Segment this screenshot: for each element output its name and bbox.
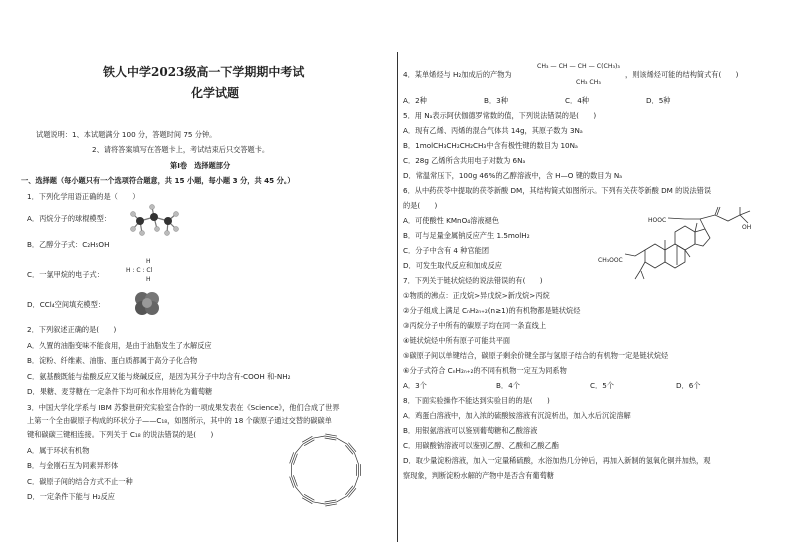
q2-stem: 2．下列叙述正确的是( ) [27,325,117,334]
c18-single-bond-line [296,444,304,453]
section1-title: 一、选择题（每小题只有一个选项符合题意，共 15 小题，每小题 3 分，共 45 分。） [21,176,295,185]
ch3cl-h-bottom: H [146,276,151,283]
q4-stem-tail: ，则该烯烃可能的结构简式有( ) [625,70,739,79]
c18-single-bond-line [354,453,358,464]
q4-formula-bottom: CH₃ CH₃ [576,79,601,86]
q3-line-2: 上第一个全由碳原子构成的环状分子——C₁₈，如图所示，其中的 18 个碳原子通过交替的碳碳单 [27,416,332,425]
q3-option-d: D．一定条件下能与 H₂反应 [27,492,115,501]
c18-triple-bond-line [292,476,296,487]
instructions-line-2: 2、请将答案填写在答题卡上，考试结束后只交答题卡。 [92,145,270,154]
q7-stem: 7．下列关于链状烷烃的说法错误的有( ) [403,276,543,285]
q5-option-b: B．1molCH₃CH₂CH₂CH₃中含有极性键的数目为 10Nₐ [403,141,578,150]
q6-line-1: 6．从中药茯苓中提取的茯苓新酸 DM，其结构简式如图所示。下列有关茯苓新酸 DM 的说法错误 [403,186,712,195]
c18-single-bond-line [313,436,325,438]
c18-single-bond-line [337,496,347,502]
q7-option-a: A．3个 [403,381,427,390]
school-title: 铁人中学2023级高一下学期期中考试 [103,65,305,79]
q2-option-d: D．果糖、麦芽糖在一定条件下均可和水作用转化为葡萄糖 [27,387,213,396]
q4-option-b: B．3种 [484,96,508,105]
c18-triple-bond-line [325,502,337,504]
q8-option-d-line-1: D．取少量淀粉溶液，加入一定量稀硫酸，水浴加热几分钟后，再加入新制的氢氧化铜并加热，观 [403,456,711,465]
dm-oh-label: OH [742,224,752,231]
ch3cl-h-top: H [146,258,151,265]
q4-option-a: A．2种 [403,96,427,105]
c18-triple-bond-line [325,504,337,506]
dm-structure-diagram [600,205,765,285]
propane-ball-stick-model [130,203,180,237]
c18-triple-bond-line [325,438,337,440]
q2-option-a: A．久置的油脂变味不能食用，是由于油脂发生了水解反应 [27,341,212,350]
q3-line-3: 键和碳碳三键相连接。下列关于 C₁₈ 的说法错误的是( ) [27,430,214,439]
q5-option-c: C．28g 乙烯所含共用电子对数为 6Nₐ [403,156,526,165]
c18-single-bond-line [337,438,347,444]
q1-stem: 1．下列化学用语正确的是（ ） [27,192,140,201]
c18-triple-bond-line [325,434,337,436]
column-divider [397,52,398,542]
q6-option-d: D．可发生取代反应和加成反应 [403,261,502,270]
q6-option-b: B．可与足量金属钠反应产生 1.5molH₂ [403,231,530,240]
dm-ester-label: CH₃OOC [598,257,623,264]
q1-option-a: A．丙烷分子的球棍模型： [27,214,111,223]
c18-ring-diagram [285,430,365,510]
part1-title: 第Ⅰ卷 选择题部分 [170,161,231,170]
q8-option-a: A．鸡蛋白溶液中，加入浓的硫酸铵溶液有沉淀析出，加入水后沉淀溶解 [403,411,631,420]
q7-statement-1: ①物质的沸点：正戊烷>异戊烷>新戊烷>丙烷 [403,291,550,300]
q6-line-2: 的是( ) [403,201,438,210]
q7-statement-5: ⑤碳原子间以单键结合，碳原子剩余价键全部与氢原子结合的有机物一定是链状烷烃 [403,351,669,360]
q6-option-c: C．分子中含有 4 种官能团 [403,246,490,255]
q1-option-d: D．CCl₄空间填充模型： [27,300,105,309]
q4-stem: 4．某单烯烃与 H₂加成后的产物为 [403,70,512,79]
c18-triple-bond-line [292,453,296,464]
c18-single-bond-line [313,502,325,504]
q8-option-c: C．用碳酸钠溶液可以鉴别乙醇、乙酸和乙酸乙酯 [403,441,559,450]
instructions-line-1: 试题说明：1、本试题满分 100 分，答题时间 75 分钟。 [36,130,217,139]
c18-triple-bond-line [293,454,297,465]
c18-triple-bond-line [293,475,297,486]
q2-option-b: B．淀粉、纤维素、油脂、蛋白质都属于高分子化合物 [27,356,198,365]
q1-option-b: B．乙醇分子式：C₂H₅OH [27,240,110,249]
c18-triple-bond-line [290,477,294,488]
q8-stem: 8．下面实验操作不能达到实验目的的是( ) [403,396,550,405]
q5-option-a: A．现有乙烯、丙烯的混合气体共 14g，其原子数为 3Nₐ [403,126,583,135]
ch3cl-middle-row: H : C : Cl [126,267,153,274]
q7-option-c: C．5个 [590,381,614,390]
c18-triple-bond-line [325,436,337,438]
q3-line-1: 3．中国大学化学系与 IBM 苏黎世研究实验室合作的一项成果发表在《Science》，他们合成了世界 [27,403,340,412]
q3-option-b: B．与金刚石互为同素异形体 [27,461,119,470]
c18-single-bond-line [354,476,358,487]
q4-formula-top: CH₃ — CH — CH — C(CH₃)₃ [537,63,620,70]
q7-option-d: D．6个 [676,381,701,390]
q3-option-c: C．碳原子间的结合方式不止一种 [27,477,133,486]
q1-option-c: C．一氯甲烷的电子式： [27,270,104,279]
q7-statement-2: ②分子组成上满足 CₙH₂ₙ₊₂(n≥1)的有机物都是链状烷烃 [403,306,581,315]
c18-single-bond-line [296,487,304,496]
q2-option-c: C．氨基酸既能与盐酸反应又能与烧碱反应，是因为其分子中均含有-COOH 和-NH₂ [27,372,291,381]
q7-statement-4: ④链状烷烃中所有原子可能共平面 [403,336,511,345]
q3-option-a: A．属于环状有机物 [27,446,90,455]
q7-statement-6: ⑥分子式符合 CₙH₂ₙ₊₂的不同有机物一定互为同系物 [403,366,567,375]
q7-statement-3: ③丙烷分子中所有的碳原子均在同一条直线上 [403,321,547,330]
q7-option-b: B．4个 [496,381,520,390]
dm-hooc-label: HOOC [648,217,667,224]
q4-option-c: C．4种 [565,96,589,105]
subject-title: 化学试题 [191,86,240,100]
q4-option-d: D．5种 [646,96,671,105]
q5-option-d: D．常温常压下，100g 46%的乙醇溶液中，含 H—O 键的数目为 Nₐ [403,171,623,180]
q8-option-d-line-2: 察现象，判断淀粉水解的产物中是否含有葡萄糖 [403,471,554,480]
q5-stem: 5．用 Nₐ表示阿伏伽德罗常数的值，下列说法错误的是( ) [403,111,597,120]
ccl4-space-filling-model [133,290,161,316]
c18-triple-bond-line [290,452,294,463]
c18-triple-bond-line [325,500,337,502]
q8-option-b: B．用银氨溶液可以鉴别葡萄糖和乙酸溶液 [403,426,538,435]
q6-option-a: A．可使酸性 KMnO₄溶液褪色 [403,216,499,225]
